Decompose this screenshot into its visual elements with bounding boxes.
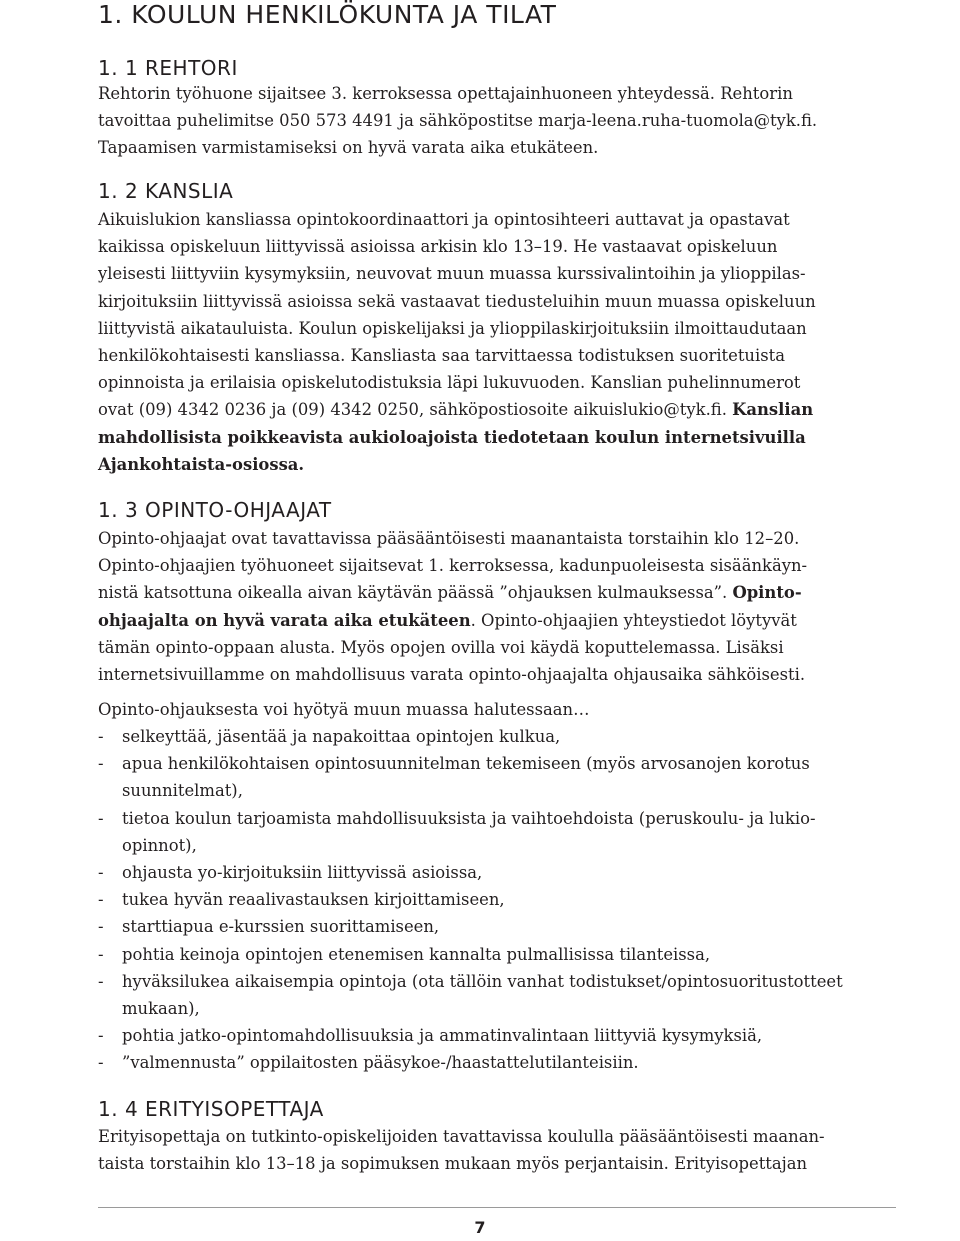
list-item [98,886,898,913]
text-line: yleisesti liittyviin kysymyksiin, neuvovat muun muassa kurssivalintoihin ja ylioppilas- [98,264,806,284]
text-line: Erityisopettaja on tutkinto-opiskelijoiden tavattavissa koululla pääsääntöisesti maanan- [98,1127,825,1146]
text-line: Opinto-ohjaajien työhuoneet sijaitsevat 1. kerroksessa, kadunpuoleisesta sisäänkäyn- [98,556,808,576]
text-line: opinnoista ja erilaisia opiskelutodistuksia läpi lukuvuoden. Kanslian puhelinnumerot [98,373,801,393]
list-item [98,941,898,968]
guidance-list [98,723,898,1077]
list-item-text: opinnot), [122,835,197,855]
text-line: liittyvistä aikatauluista. Koulun opiskelijaksi ja ylioppilaskirjoituksiin ilmoittaudutaan [98,318,807,338]
list-item-text: pohtia keinoja opintojen etenemisen kannalta pulmallisissa tilanteissa, [122,944,711,964]
list-item-text: selkeyttää, jäsentää ja napakoittaa opintojen kulkua, [122,727,561,746]
list-dash: - [98,890,104,910]
list-dash: - [98,863,104,883]
list-dash: - [98,971,104,991]
text-span: nistä katsottuna oikealla aivan käytävän päässä ”ohjauksen kulmauksessa”. [98,583,733,603]
list-intro [98,696,898,723]
list-item-text: tietoa koulun tarjoamista mahdollisuuksista ja vaihtoehdoista (peruskoulu- ja lukio- [122,808,816,828]
list-dash: - [98,754,104,774]
list-item-text: mukaan), [122,999,200,1019]
list-item [98,968,898,1022]
text-line: Aikuislukion kansliassa opintokoordinaattori ja opintosihteeri auttavat ja opastavat [98,210,790,229]
page-title: 1. KOULUN HENKILÖKUNTA JA TILAT [98,0,557,29]
list-item [98,805,898,859]
list-item-text: pohtia jatko-opintomahdollisuuksia ja ammatinvalintaan liittyviä kysymyksiä, [122,1026,763,1046]
footer-divider [98,1207,896,1208]
section-heading-erityisopettaja: 1. 4 ERITYISOPETTAJA [98,1097,324,1121]
bold-text: mahdollisista poikkeavista aukioloajoista tiedotetaan koulun internetsivuilla [98,427,806,447]
text-line [98,396,898,423]
list-item [98,913,898,940]
paragraph-kanslia [98,206,898,478]
text-line [98,424,898,451]
list-dash: - [98,727,104,746]
page-number: 7 [474,1218,486,1237]
text-line: Opinto-ohjauksesta voi hyötyä muun muassa halutessaan… [98,700,590,719]
text-span: ovat (09) 4342 0236 ja (09) 4342 0250, sähköpostiosoite aikuislukio@tyk.fi. [98,400,733,420]
paragraph-rehtori [98,80,898,162]
text-line: henkilökohtaisesti kansliassa. Kansliasta saa tarvittaessa todistuksen suoritetuista [98,346,785,366]
text-line: kaikissa opiskeluun liittyvissä asioissa arkisin klo 13–19. He vastaavat opiskeluun [98,237,778,257]
paragraph-erityisopettaja [98,1123,898,1177]
list-item [98,1049,898,1076]
paragraph-opinto-ohjaajat [98,525,898,688]
list-item [98,750,898,804]
list-item-text: apua henkilökohtaisen opintosuunnitelman tekemiseen (myös arvosanojen korotus [122,754,810,774]
text-line [98,451,898,478]
text-line [98,579,898,606]
list-dash: - [98,944,104,964]
list-dash: - [98,1053,104,1073]
text-span: . Opinto-ohjaajien yhteystiedot löytyvät [470,610,797,630]
text-line: taista torstaihin klo 13–18 ja sopimuksen mukaan myös perjantaisin. Erityisopettajan [98,1154,808,1174]
list-dash: - [98,808,104,828]
text-line: Opinto-ohjaajat ovat tavattavissa pääsääntöisesti maanantaista torstaihin klo 12–20. [98,529,800,548]
section-heading-opinto-ohjaajat: 1. 3 OPINTO-OHJAAJAT [98,498,332,522]
list-item [98,723,898,750]
text-line: Tapaamisen varmistamiseksi on hyvä varata aika etukäteen. [98,138,599,158]
list-item-text: suunnitelmat), [122,781,243,801]
list-dash: - [98,1026,104,1046]
text-line [98,607,898,634]
bold-text: ohjaajalta on hyvä varata aika etukäteen [98,610,471,630]
section-heading-rehtori: 1. 1 REHTORI [98,56,238,80]
text-line: tavoittaa puhelimitse 050 573 4491 ja sähköpostitse marja-leena.ruha-tuomola@tyk.fi. [98,111,818,131]
list-item [98,859,898,886]
list-item-text: ”valmennusta” oppilaitosten pääsykoe-/haastattelutilanteisiin. [122,1053,639,1073]
bold-text: Ajankohtaista-osiossa. [98,454,305,474]
text-line: kirjoituksiin liittyvissä asioissa sekä vastaavat tiedusteluihin muun muassa opiskeluun [98,291,816,311]
section-heading-kanslia: 1. 2 KANSLIA [98,179,234,203]
list-dash: - [98,917,104,937]
list-item [98,1022,898,1049]
bold-text: Kanslian [732,400,814,420]
text-line: Rehtorin työhuone sijaitsee 3. kerroksessa opettajainhuoneen yhteydessä. Rehtorin [98,84,793,103]
list-item-text: starttiapua e-kurssien suorittamiseen, [122,917,440,937]
text-line: internetsivuillamme on mahdollisuus varata opinto-ohjaajalta ohjausaika sähköisesti. [98,665,806,685]
bold-text: Opinto- [732,583,802,603]
list-item-text: ohjausta yo-kirjoituksiin liittyvissä asioissa, [122,863,483,883]
list-item-text: tukea hyvän reaalivastauksen kirjoittamiseen, [122,890,505,910]
list-item-text: hyväksilukea aikaisempia opintoja (ota tällöin vanhat todistukset/opintosuoritustotteet [122,971,843,991]
text-line: tämän opinto-oppaan alusta. Myös opojen ovilla voi käydä koputtelemassa. Lisäksi [98,637,784,657]
